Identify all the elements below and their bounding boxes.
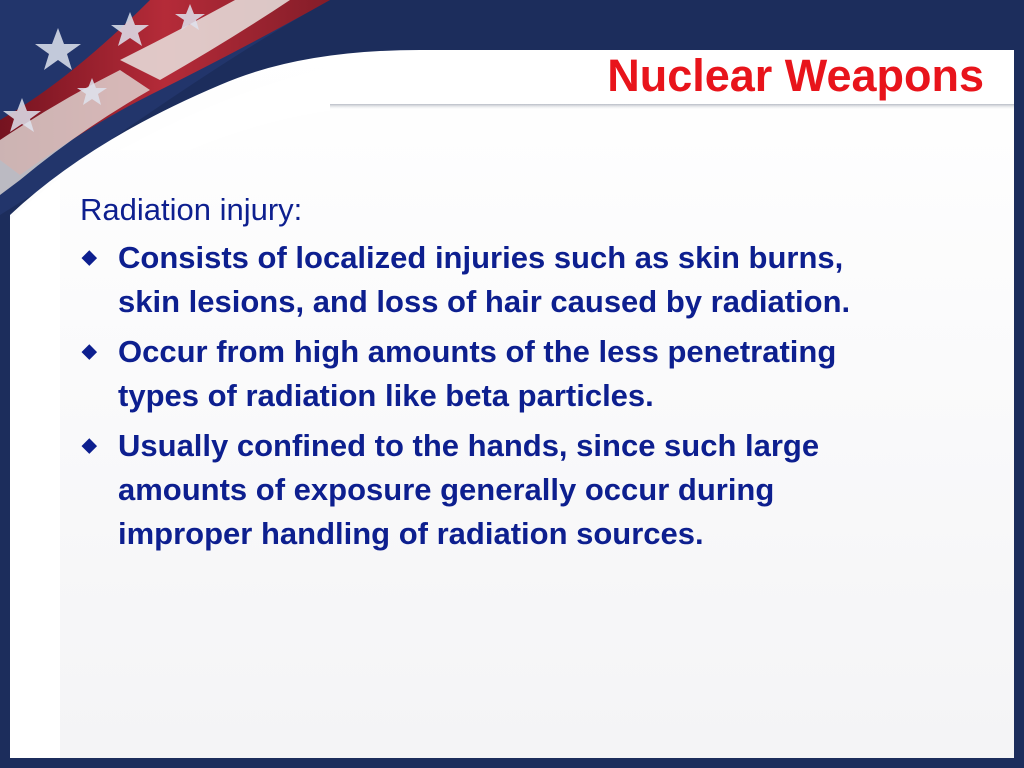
bullet-text: Occur from high amounts of the less penetrating types of radiation like beta particles. (118, 334, 837, 413)
bullet-list (80, 236, 910, 556)
bullet-item (80, 330, 908, 418)
bullet-text: Consists of localized injuries such as skin burns, skin lesions, and loss of hair caused by radiation. (118, 240, 851, 319)
diamond-bullet-icon: ◆ (82, 435, 97, 456)
bullet-text: Usually confined to the hands, since such large amounts of exposure generally occur during improper handling of radiation sources. (118, 428, 820, 551)
bullet-item (80, 424, 908, 556)
bullet-item (80, 236, 908, 324)
diamond-bullet-icon: ◆ (82, 341, 97, 362)
slide-body (80, 188, 910, 562)
section-heading: Radiation injury: (80, 192, 303, 227)
slide-title: Nuclear Weapons (607, 50, 984, 101)
diamond-bullet-icon: ◆ (82, 247, 97, 268)
